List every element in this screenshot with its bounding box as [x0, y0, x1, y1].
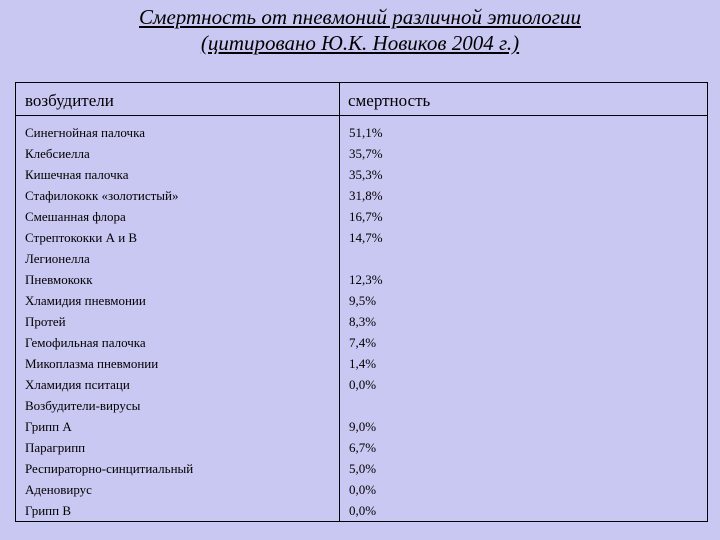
mortality-cell: 51,1% [349, 125, 383, 140]
mortality-cell: 0,0% [349, 503, 377, 518]
header-pathogens: возбудители [25, 91, 114, 110]
title-line-2: (цитировано Ю.К. Новиков 2004 г.) [200, 31, 520, 55]
pathogen-cell: Гемофильная палочка [25, 335, 146, 350]
mortality-table [15, 82, 708, 522]
mortality-cell: 14,7% [349, 230, 383, 245]
mortality-cell: 8,3% [349, 314, 377, 329]
mortality-cell: 31,8% [349, 188, 383, 203]
header-divider [16, 115, 707, 116]
header-mortality: смертность [348, 91, 431, 110]
pathogen-cell: Аденовирус [25, 482, 92, 497]
pathogen-cell: Возбудители-вирусы [25, 398, 141, 413]
pathogen-cell: Стафилококк «золотистый» [25, 188, 179, 203]
mortality-cell: 6,7% [349, 440, 377, 455]
pathogen-cell: Синегнойная палочка [25, 125, 145, 140]
pathogen-cell: Пневмококк [25, 272, 93, 287]
pathogen-cell: Легионелла [25, 251, 90, 266]
pathogen-cell: Респираторно-синцитиальный [25, 461, 194, 476]
pathogen-cell: Кишечная палочка [25, 167, 129, 182]
pathogen-cell: Хламидия пневмонии [25, 293, 146, 308]
mortality-cell [349, 395, 383, 416]
mortality-cell: 9,5% [349, 293, 377, 308]
pathogen-cell: Грипп А [25, 419, 72, 434]
mortality-cell: 1,4% [349, 356, 377, 371]
pathogen-cell: Клебсиелла [25, 146, 90, 161]
mortality-cell: 16,7% [349, 209, 383, 224]
title-line-1: Смертность от пневмоний различной этиологии [139, 5, 581, 29]
mortality-cell: 0,0% [349, 482, 377, 497]
mortality-cell: 12,3% [349, 272, 383, 287]
mortality-cell: 35,7% [349, 146, 383, 161]
mortality-cell: 0,0% [349, 377, 377, 392]
pathogen-cell: Парагрипп [25, 440, 86, 455]
pathogen-cell: Смешанная флора [25, 209, 126, 224]
pathogen-column [25, 122, 193, 521]
pathogen-cell: Хламидия пситаци [25, 377, 130, 392]
pathogen-cell: Микоплазма пневмонии [25, 356, 159, 371]
pathogen-cell: Грипп В [25, 503, 71, 518]
mortality-cell: 7,4% [349, 335, 377, 350]
pathogen-cell: Стрептококки А и В [25, 230, 138, 245]
mortality-column [349, 122, 383, 521]
mortality-cell [349, 248, 383, 269]
column-divider [339, 83, 340, 521]
mortality-cell: 35,3% [349, 167, 383, 182]
mortality-cell: 5,0% [349, 461, 377, 476]
mortality-cell: 9,0% [349, 419, 377, 434]
pathogen-cell: Протей [25, 314, 66, 329]
slide-title [0, 4, 720, 56]
